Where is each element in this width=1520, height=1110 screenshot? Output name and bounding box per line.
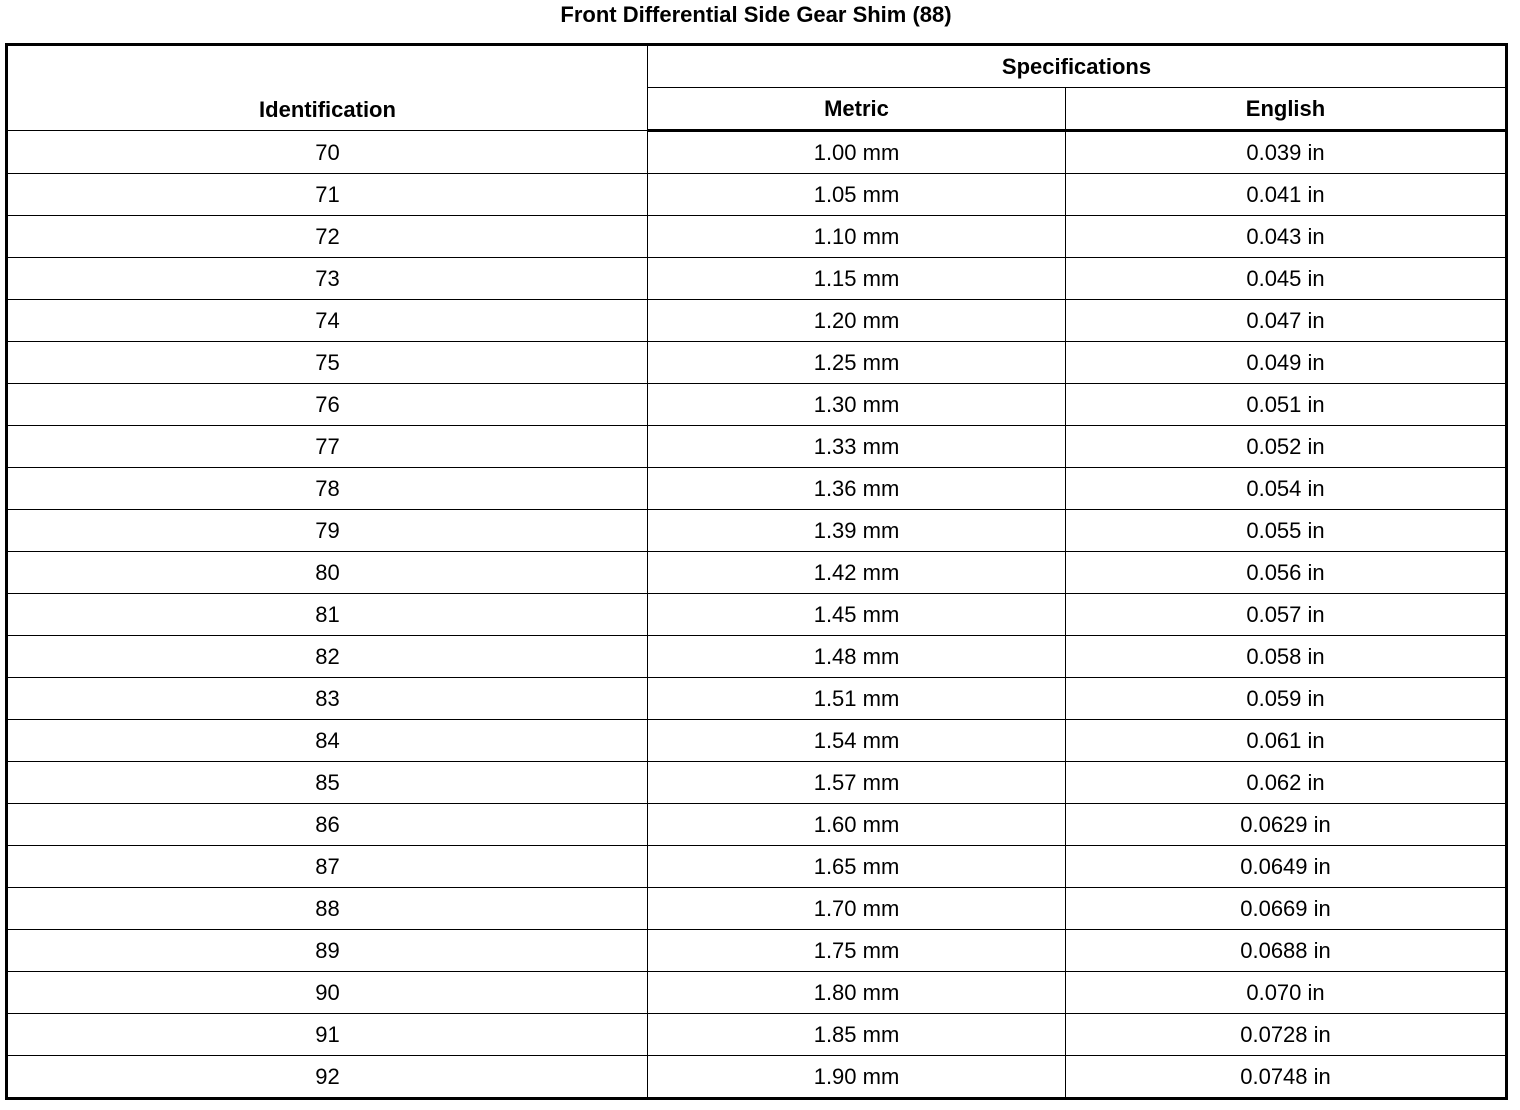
identification-cell: 86 <box>7 804 648 846</box>
identification-header: Identification <box>7 45 648 131</box>
identification-cell: 74 <box>7 300 648 342</box>
english-cell: 0.049 in <box>1066 342 1507 384</box>
metric-cell: 1.05 mm <box>648 174 1066 216</box>
metric-cell: 1.10 mm <box>648 216 1066 258</box>
metric-cell: 1.80 mm <box>648 972 1066 1014</box>
english-cell: 0.062 in <box>1066 762 1507 804</box>
table-row <box>7 804 1507 846</box>
identification-cell: 77 <box>7 426 648 468</box>
table-row <box>7 552 1507 594</box>
metric-cell: 1.15 mm <box>648 258 1066 300</box>
table-row <box>7 930 1507 972</box>
english-cell: 0.0748 in <box>1066 1056 1507 1099</box>
table-row <box>7 300 1507 342</box>
metric-header: Metric <box>648 88 1066 131</box>
identification-cell: 76 <box>7 384 648 426</box>
shim-spec-table <box>5 43 1508 1100</box>
english-header: English <box>1066 88 1507 131</box>
english-cell: 0.0728 in <box>1066 1014 1507 1056</box>
table-row <box>7 762 1507 804</box>
identification-cell: 72 <box>7 216 648 258</box>
table-row <box>7 678 1507 720</box>
table-row <box>7 131 1507 174</box>
identification-cell: 78 <box>7 468 648 510</box>
table-row <box>7 342 1507 384</box>
english-cell: 0.047 in <box>1066 300 1507 342</box>
metric-cell: 1.70 mm <box>648 888 1066 930</box>
table-row <box>7 174 1507 216</box>
metric-cell: 1.30 mm <box>648 384 1066 426</box>
english-cell: 0.059 in <box>1066 678 1507 720</box>
table-row <box>7 636 1507 678</box>
table-body <box>7 131 1507 1099</box>
identification-cell: 79 <box>7 510 648 552</box>
english-cell: 0.058 in <box>1066 636 1507 678</box>
identification-cell: 73 <box>7 258 648 300</box>
table-row <box>7 1014 1507 1056</box>
english-cell: 0.070 in <box>1066 972 1507 1014</box>
identification-cell: 83 <box>7 678 648 720</box>
metric-cell: 1.36 mm <box>648 468 1066 510</box>
table-row <box>7 510 1507 552</box>
english-cell: 0.039 in <box>1066 131 1507 174</box>
identification-cell: 70 <box>7 131 648 174</box>
identification-cell: 88 <box>7 888 648 930</box>
english-cell: 0.0669 in <box>1066 888 1507 930</box>
metric-cell: 1.20 mm <box>648 300 1066 342</box>
table-row <box>7 468 1507 510</box>
identification-cell: 85 <box>7 762 648 804</box>
english-cell: 0.051 in <box>1066 384 1507 426</box>
english-cell: 0.041 in <box>1066 174 1507 216</box>
table-row <box>7 1056 1507 1099</box>
metric-cell: 1.33 mm <box>648 426 1066 468</box>
identification-cell: 80 <box>7 552 648 594</box>
metric-cell: 1.45 mm <box>648 594 1066 636</box>
metric-cell: 1.42 mm <box>648 552 1066 594</box>
identification-cell: 84 <box>7 720 648 762</box>
metric-cell: 1.75 mm <box>648 930 1066 972</box>
english-cell: 0.045 in <box>1066 258 1507 300</box>
english-cell: 0.057 in <box>1066 594 1507 636</box>
table-row <box>7 258 1507 300</box>
table-row <box>7 846 1507 888</box>
header-row-1 <box>7 45 1507 88</box>
english-cell: 0.052 in <box>1066 426 1507 468</box>
table-header <box>7 45 1507 131</box>
english-cell: 0.054 in <box>1066 468 1507 510</box>
metric-cell: 1.90 mm <box>648 1056 1066 1099</box>
metric-cell: 1.00 mm <box>648 131 1066 174</box>
metric-cell: 1.25 mm <box>648 342 1066 384</box>
english-cell: 0.061 in <box>1066 720 1507 762</box>
english-cell: 0.0629 in <box>1066 804 1507 846</box>
metric-cell: 1.85 mm <box>648 1014 1066 1056</box>
identification-cell: 82 <box>7 636 648 678</box>
table-row <box>7 594 1507 636</box>
identification-cell: 90 <box>7 972 648 1014</box>
table-row <box>7 216 1507 258</box>
identification-cell: 92 <box>7 1056 648 1099</box>
identification-cell: 71 <box>7 174 648 216</box>
table-row <box>7 888 1507 930</box>
english-cell: 0.0688 in <box>1066 930 1507 972</box>
identification-cell: 89 <box>7 930 648 972</box>
table-row <box>7 720 1507 762</box>
english-cell: 0.0649 in <box>1066 846 1507 888</box>
metric-cell: 1.65 mm <box>648 846 1066 888</box>
english-cell: 0.055 in <box>1066 510 1507 552</box>
table-row <box>7 384 1507 426</box>
metric-cell: 1.60 mm <box>648 804 1066 846</box>
english-cell: 0.056 in <box>1066 552 1507 594</box>
identification-cell: 87 <box>7 846 648 888</box>
page-title: Front Differential Side Gear Shim (88) <box>560 2 952 27</box>
identification-cell: 75 <box>7 342 648 384</box>
english-cell: 0.043 in <box>1066 216 1507 258</box>
metric-cell: 1.51 mm <box>648 678 1066 720</box>
table-row <box>7 972 1507 1014</box>
table-row <box>7 426 1507 468</box>
specifications-header: Specifications <box>648 45 1507 88</box>
metric-cell: 1.48 mm <box>648 636 1066 678</box>
metric-cell: 1.39 mm <box>648 510 1066 552</box>
metric-cell: 1.54 mm <box>648 720 1066 762</box>
metric-cell: 1.57 mm <box>648 762 1066 804</box>
identification-cell: 91 <box>7 1014 648 1056</box>
identification-cell: 81 <box>7 594 648 636</box>
